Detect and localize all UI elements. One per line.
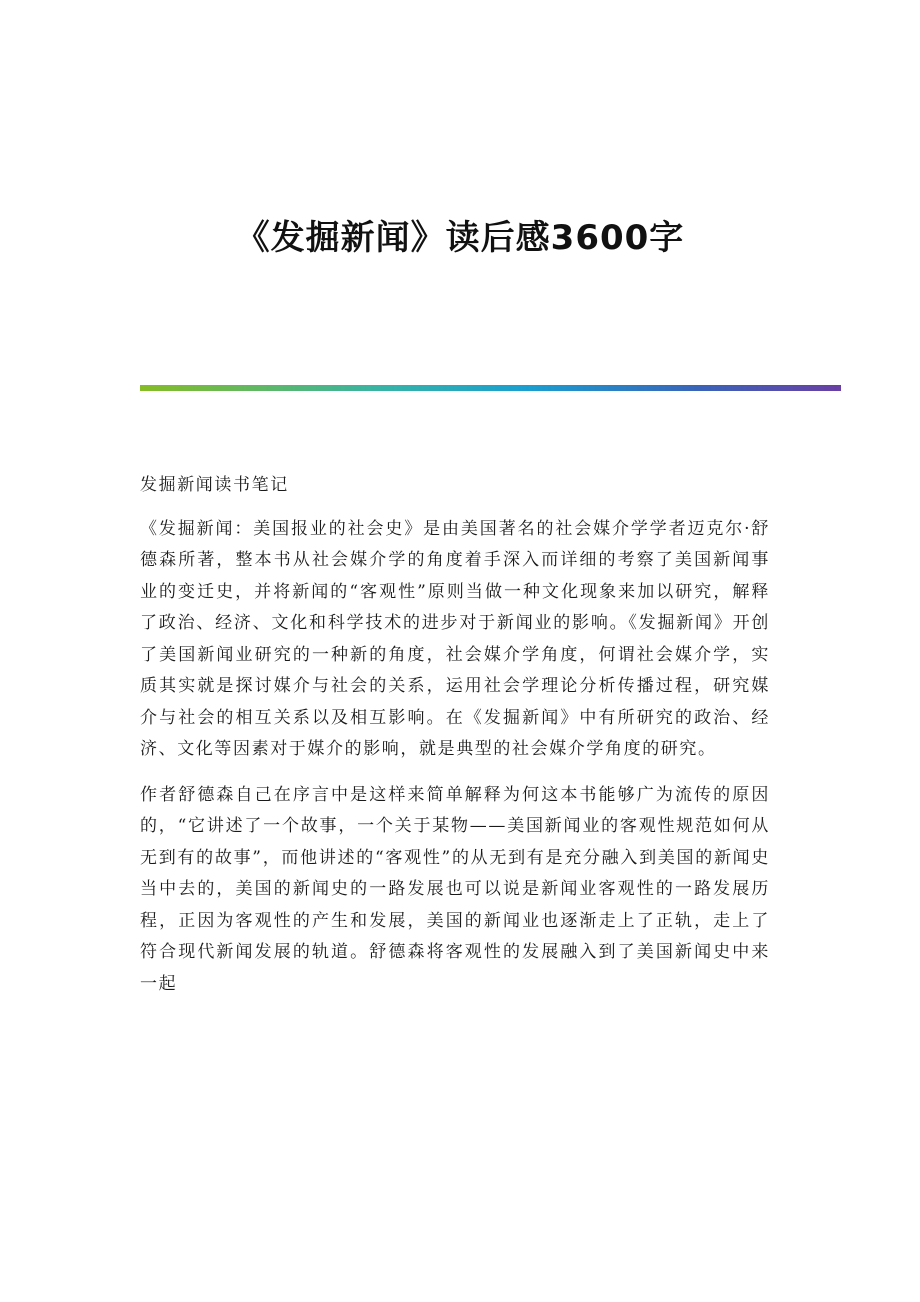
section-heading: 发掘新闻读书笔记 [140, 475, 289, 495]
paragraph-2: 作者舒德森自己在序言中是这样来简单解释为何这本书能够广为流传的原因的，“它讲述了一个故事，一个关于某物——美国新闻业的客观性规范如何从无到有的故事”，而他讲述的“客观性”的从无到有是充分融入到美国的新闻史当中去的，美国的新闻史的一路发展也可以说是新闻业客观性的一路发展历程，正因为客观性的产生和发展，美国的新闻业也逐渐走上了正轨，走上了符合现代新闻发展的轨道。舒德森将客观性的发展融入到了美国新闻史中来一起 [140, 784, 770, 994]
gradient-divider [140, 385, 841, 391]
document-title: 《发掘新闻》读后感3600字 [235, 218, 685, 258]
paragraph-1: 《发掘新闻：美国报业的社会史》是由美国著名的社会媒介学学者迈克尔·舒德森所著，整本书从社会媒介学的角度着手深入而详细的考察了美国新闻事业的变迁史，并将新闻的“客观性”原则当做一种文化现象来加以研究，解释了政治、经济、文化和科学技术的进步对于新闻业的影响。《发掘新闻》开创了美国新闻业研究的一种新的角度，社会媒介学角度，何谓社会媒介学，实质其实就是探讨媒介与社会的关系，运用社会学理论分析传播过程，研究媒介与社会的相互关系以及相互影响。在《发掘新闻》中有所研究的政治、经济、文化等因素对于媒介的影响，就是典型的社会媒介学角度的研究。 [140, 518, 770, 759]
document-body [140, 470, 770, 1014]
